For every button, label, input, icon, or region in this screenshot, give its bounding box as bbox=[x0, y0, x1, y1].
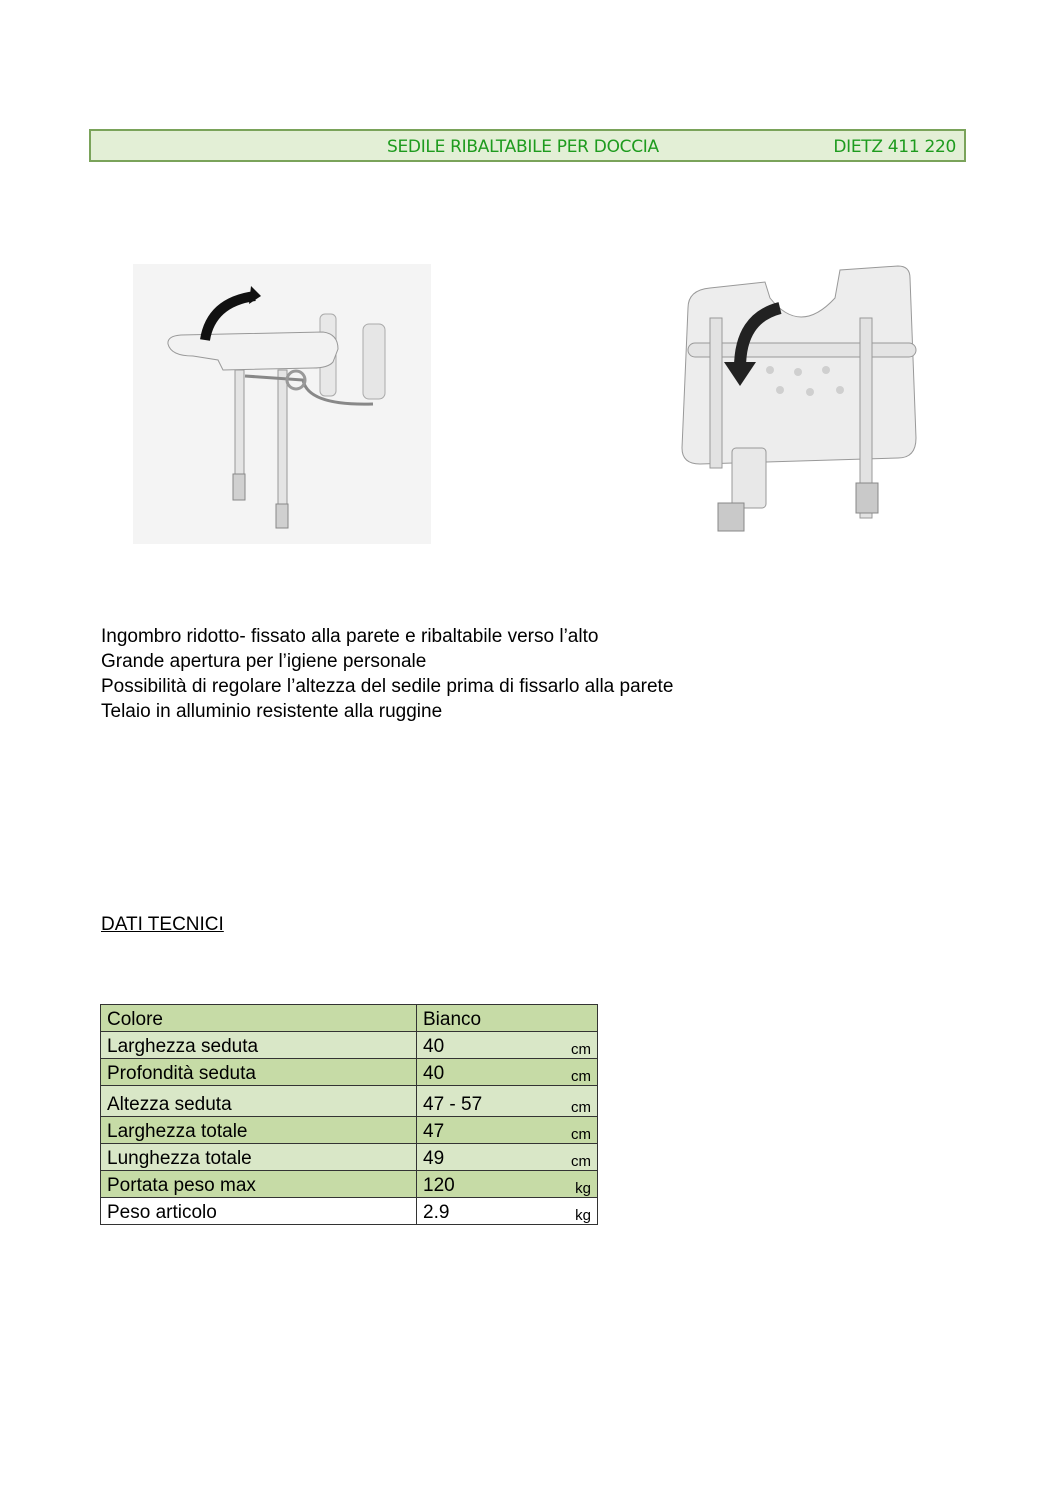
title-bar bbox=[89, 129, 966, 162]
spec-label: Altezza seduta bbox=[101, 1086, 417, 1117]
document-title: SEDILE RIBALTABILE PER DOCCIA bbox=[387, 137, 659, 157]
spec-unit: kg bbox=[563, 1171, 598, 1198]
table-row bbox=[101, 1032, 598, 1059]
table-row bbox=[101, 1171, 598, 1198]
spec-label: Peso articolo bbox=[101, 1198, 417, 1225]
product-image-open bbox=[133, 264, 431, 544]
table-row bbox=[101, 1059, 598, 1086]
spec-value: 47 bbox=[417, 1117, 564, 1144]
spec-unit: cm bbox=[563, 1032, 598, 1059]
spec-value: 49 bbox=[417, 1144, 564, 1171]
product-image-folding bbox=[670, 258, 950, 543]
spec-value: 47 - 57 bbox=[417, 1086, 564, 1117]
spec-value: 40 bbox=[417, 1032, 564, 1059]
table-row bbox=[101, 1086, 598, 1117]
spec-label: Lunghezza totale bbox=[101, 1144, 417, 1171]
feature-item: Possibilità di regolare l’altezza del sedile prima di fissarlo alla parete bbox=[101, 676, 674, 697]
product-code: DIETZ 411 220 bbox=[833, 137, 956, 157]
spec-unit: cm bbox=[563, 1059, 598, 1086]
spec-label: Larghezza seduta bbox=[101, 1032, 417, 1059]
spec-value: Bianco bbox=[417, 1005, 564, 1032]
spec-unit: cm bbox=[563, 1086, 598, 1117]
feature-item: Telaio in alluminio resistente alla ruggine bbox=[101, 701, 443, 722]
spec-unit: kg bbox=[563, 1198, 598, 1225]
spec-label: Larghezza totale bbox=[101, 1117, 417, 1144]
spec-unit: cm bbox=[563, 1144, 598, 1171]
spec-unit: cm bbox=[563, 1117, 598, 1144]
spec-unit bbox=[563, 1005, 598, 1032]
table-row bbox=[101, 1005, 598, 1032]
feature-list bbox=[101, 624, 673, 724]
tech-data-table bbox=[100, 1004, 598, 1225]
table-row bbox=[101, 1198, 598, 1225]
feature-item: Ingombro ridotto- fissato alla parete e ribaltabile verso l’alto bbox=[101, 626, 599, 647]
spec-value: 2.9 bbox=[417, 1198, 564, 1225]
tech-data-heading: DATI TECNICI bbox=[101, 914, 224, 935]
spec-label: Colore bbox=[101, 1005, 417, 1032]
spec-value: 40 bbox=[417, 1059, 564, 1086]
spec-label: Portata peso max bbox=[101, 1171, 417, 1198]
table-row bbox=[101, 1117, 598, 1144]
spec-value: 120 bbox=[417, 1171, 564, 1198]
feature-item: Grande apertura per l’igiene personale bbox=[101, 651, 427, 672]
table-row bbox=[101, 1144, 598, 1171]
spec-label: Profondità seduta bbox=[101, 1059, 417, 1086]
